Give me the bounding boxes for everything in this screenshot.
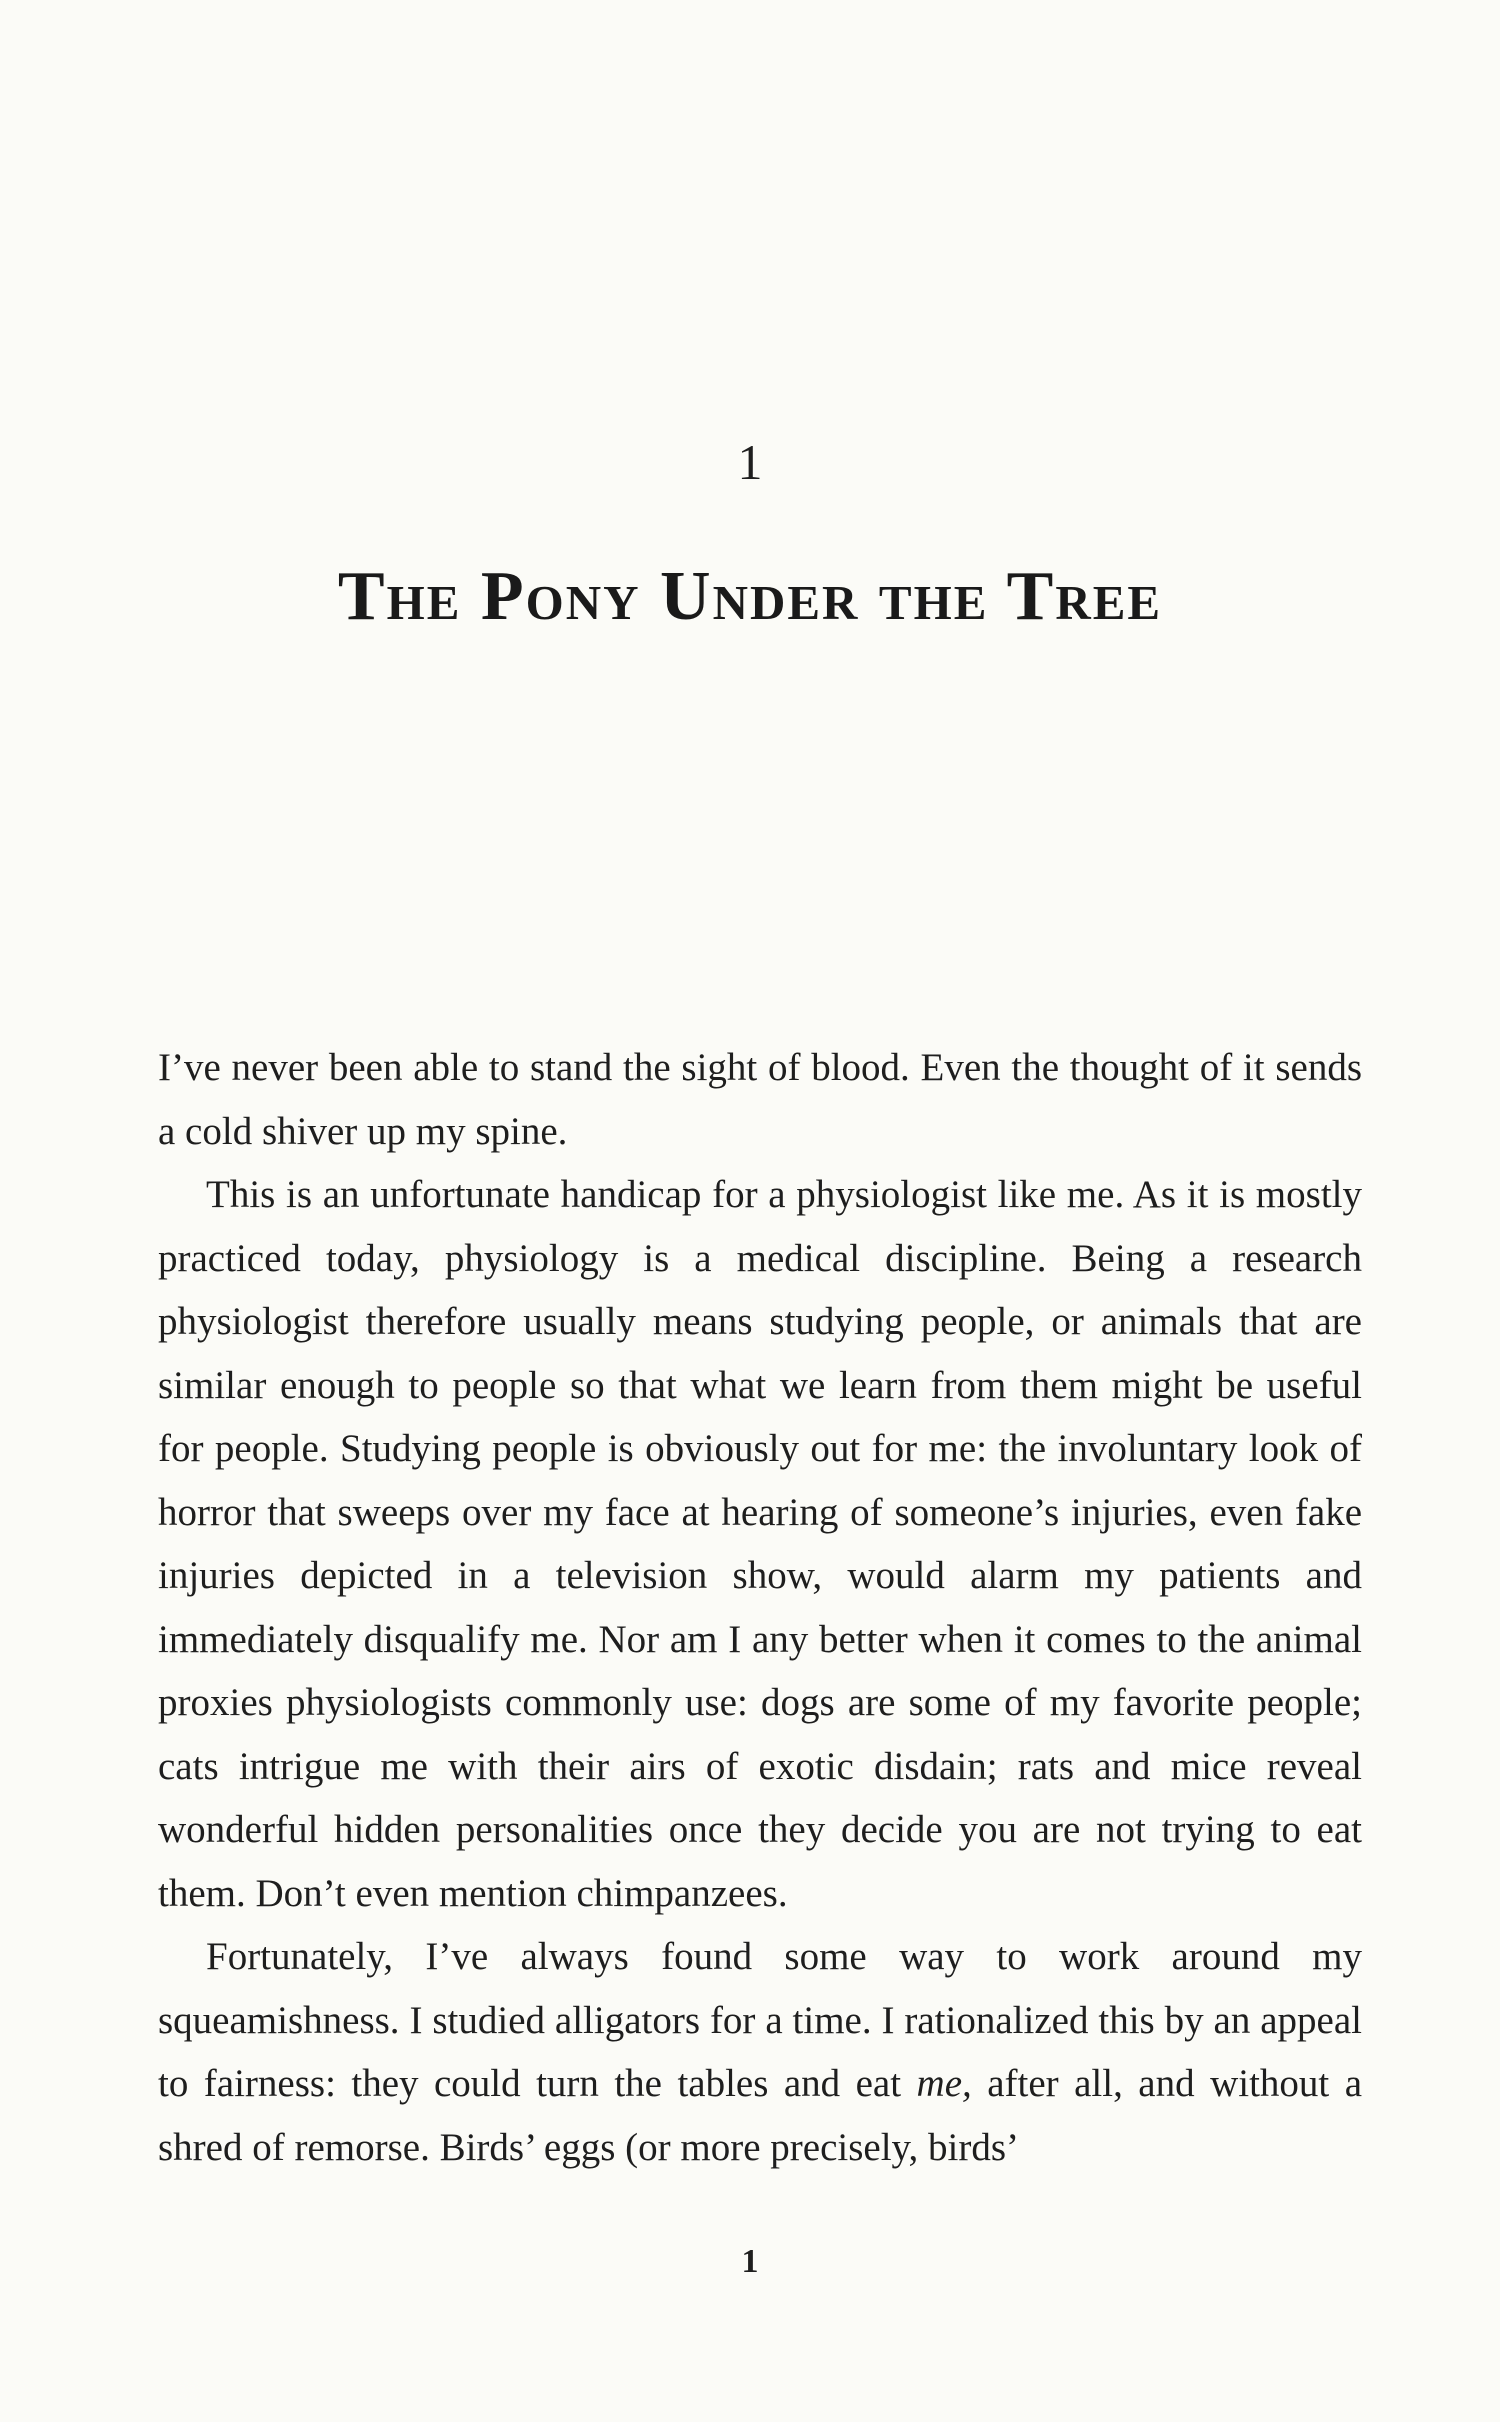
paragraph-3-emphasis: me, bbox=[916, 2062, 972, 2105]
page-number: 1 bbox=[741, 2243, 759, 2280]
paragraph-3-end: after all, and without a shred of remorse. Birds’ eggs (or more precisely, birds’ bbox=[158, 2062, 1363, 2169]
paragraph-1: I’ve never been able to stand the sight of blood. Even the thought of it sends a cold shiver up my spine. bbox=[158, 1046, 1362, 1153]
paragraph-3 bbox=[158, 1925, 1362, 2179]
chapter-number: 1 bbox=[737, 434, 763, 490]
paragraph-3-start: Fortunately, I’ve always found some way to work around my squeamishness. I studied alligators for a time. I rationalized this by an appeal to fairness: they could turn the tables and eat bbox=[158, 1935, 1362, 2105]
chapter-title: The Pony Under the Tree bbox=[337, 558, 1163, 635]
paragraph-2: This is an unfortunate handicap for a physiologist like me. As it is mostly practiced today, physiology is a medical discipline. Being a research physiologist therefore usually means studying people, or animals that are similar enough to people so that what we learn from them might be useful for people. Studying people is obviously out for me: the involuntary look of horror that sweeps over my face at hearing of someone’s injuries, even fake injuries depicted in a television show, would alarm my patients and immediately disqualify me. Nor am I any better when it comes to the animal proxies physiologists commonly use: dogs are some of my favorite people; cats intrigue me with their airs of exotic disdain; rats and mice reveal wonderful hidden personalities once they decide you are not trying to eat them. Don’t even mention chimpanzees. bbox=[158, 1173, 1362, 1915]
body-text bbox=[158, 1036, 1362, 2179]
